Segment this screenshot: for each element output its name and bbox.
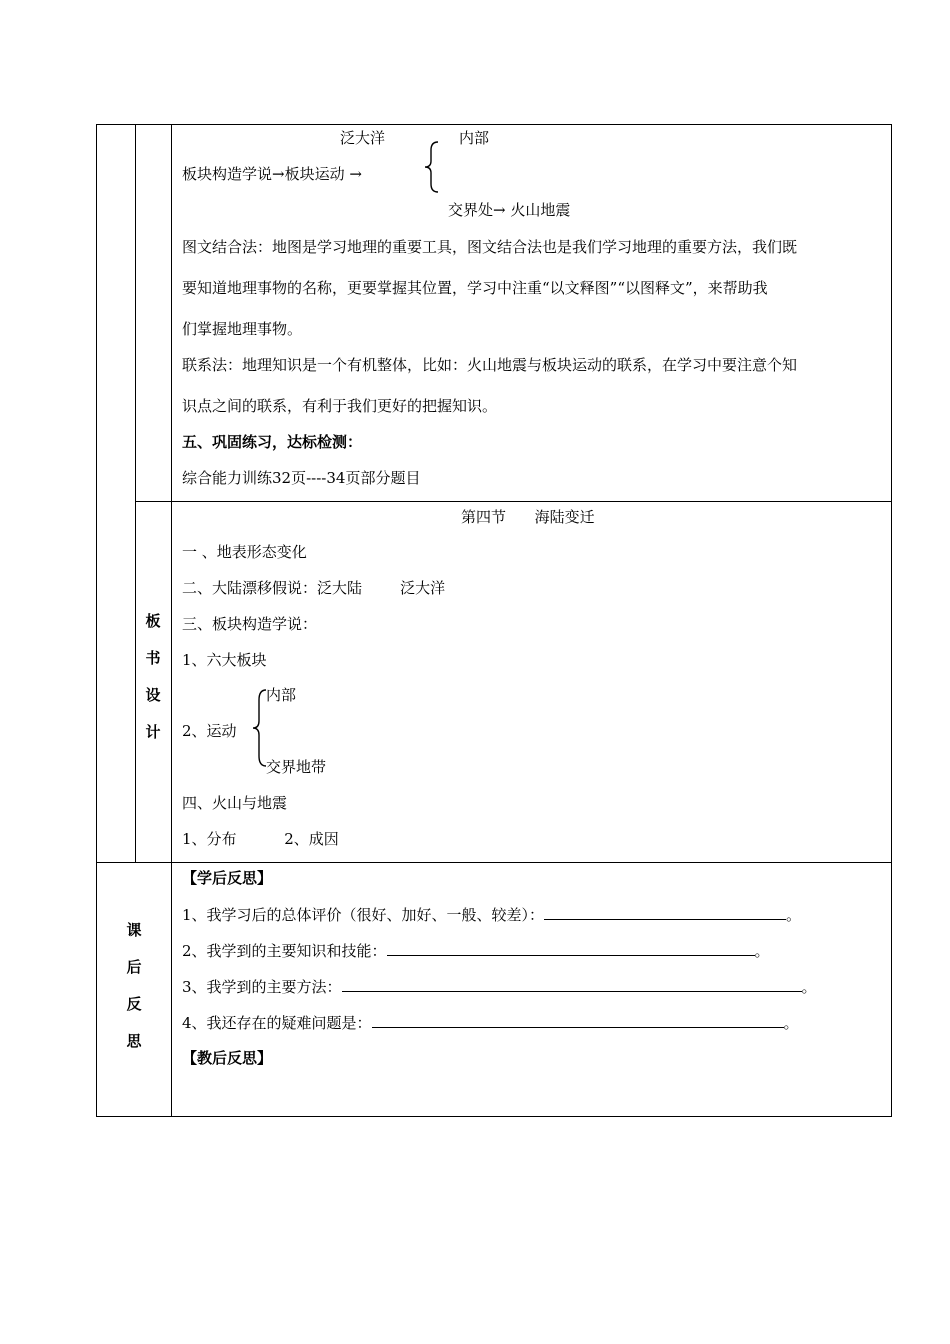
- brace-icon: [422, 140, 442, 194]
- after-study-heading: 【学后反思】: [182, 869, 273, 887]
- board-line-2: 二、大陆漂移假说：泛大陆 泛大洋: [182, 579, 446, 597]
- method-1-line-1: 图文结合法：地图是学习地理的重要工具，图文结合法也是我们学习地理的重要方法，我们既: [182, 238, 798, 256]
- board-motion: 2、运动: [182, 722, 237, 740]
- board-line-1: 一 、地表形态变化: [182, 543, 307, 561]
- reflection-label: 课 后 反 思: [126, 921, 142, 1050]
- table-border-right: [891, 124, 892, 1117]
- col-divider-2: [171, 124, 172, 1117]
- table-border-left: [96, 124, 97, 1117]
- diagram-upper: 泛大洋: [340, 129, 386, 147]
- question-3: 3、我学到的主要方法： 。: [182, 978, 817, 996]
- board-inner: 内部: [266, 686, 297, 704]
- method-2-line-1: 联系法：地理知识是一个有机整体，比如：火山地震与板块运动的联系，在学习中要注意个知: [182, 356, 798, 374]
- section-heading-5: 五、巩固练习，达标检测：: [182, 433, 363, 451]
- board-line-5: 四、火山与地震: [182, 794, 288, 812]
- answer-blank-4[interactable]: [372, 1013, 784, 1028]
- method-2-line-2: 识点之间的联系，有利于我们更好的把握知识。: [182, 397, 498, 415]
- diagram-inner: 内部: [459, 129, 490, 147]
- question-4: 4、我还存在的疑难问题是： 。: [182, 1014, 799, 1032]
- answer-blank-2[interactable]: [387, 941, 755, 956]
- question-2: 2、我学到的主要知识和技能： 。: [182, 942, 770, 960]
- board-boundary: 交界地带: [266, 758, 327, 776]
- table-border-bottom: [96, 1116, 892, 1117]
- table-border-top: [96, 124, 892, 125]
- board-line-6: 1、分布 2、成因: [182, 830, 339, 848]
- diagram-chain: 板块构造学说→板块运动 →: [182, 165, 362, 183]
- method-1-line-2: 要知道地理事物的名称，更要掌握其位置，学习中注重“以文释图”“以图释文”，来帮助我: [182, 279, 768, 297]
- question-1: 1、我学习后的总体评价（很好、加好、一般、较差）： 。: [182, 906, 802, 924]
- brace-icon: [250, 688, 270, 768]
- board-line-3: 三、板块构造学说：: [182, 615, 318, 633]
- after-teaching-heading: 【教后反思】: [182, 1049, 273, 1067]
- diagram-lower: 交界处→ 火山地震: [448, 201, 571, 219]
- board-line-4: 1、六大板块: [182, 651, 267, 669]
- exercise-text: 综合能力训练32页----34页部分题目: [182, 469, 421, 487]
- answer-blank-3[interactable]: [342, 977, 802, 992]
- board-title: 第四节 海陆变迁: [461, 508, 595, 526]
- row-divider-1: [135, 501, 892, 502]
- method-1-line-3: 们掌握地理事物。: [182, 320, 303, 338]
- answer-blank-1[interactable]: [544, 905, 786, 920]
- board-label: 板 书 设 计: [145, 612, 161, 741]
- row-divider-2: [96, 862, 892, 863]
- col-divider-1: [135, 124, 136, 863]
